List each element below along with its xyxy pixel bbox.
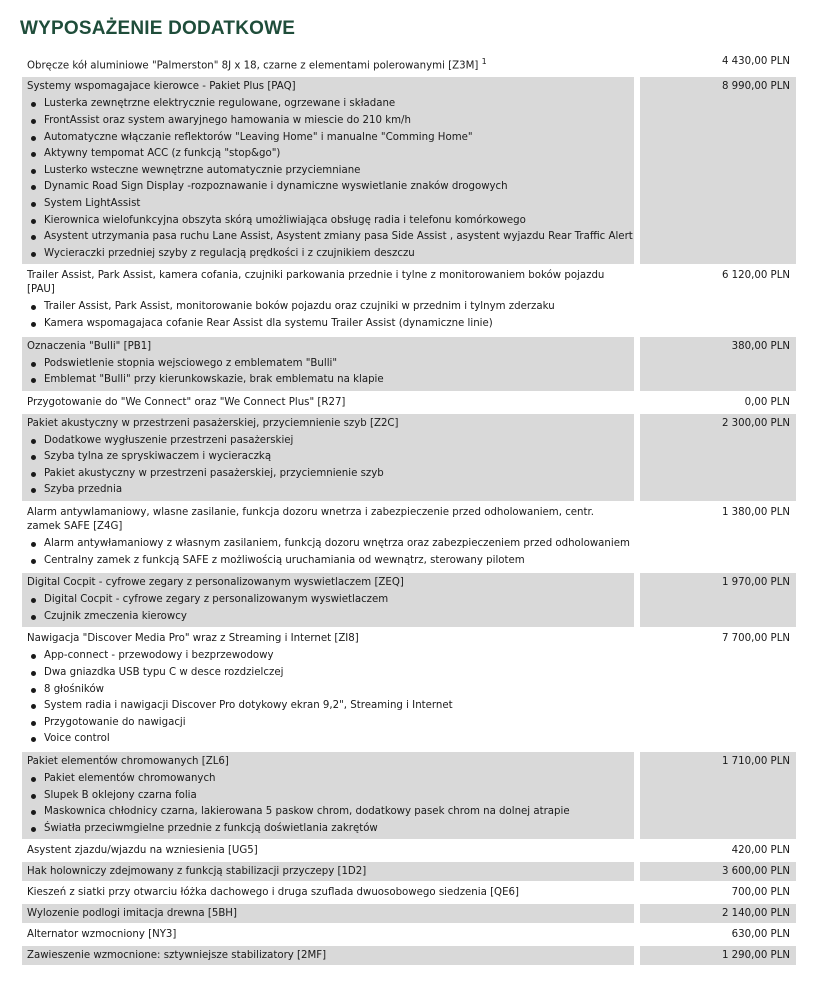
option-row: [22, 266, 796, 334]
option-title: [27, 576, 629, 590]
option-price: 1 970,00 PLN: [640, 573, 796, 627]
option-row: [22, 841, 796, 860]
option-row: [22, 862, 796, 881]
option-price: 2 300,00 PLN: [640, 414, 796, 501]
option-label: Pakiet elementów chromowanych [ZL6]: [27, 756, 229, 768]
feature-list-item: Podswietlenie stopnia wejsciowego z emblematem "Bulli": [27, 356, 629, 373]
option-label: Trailer Assist, Park Assist, kamera cofania, czujniki parkowania przednie i tylne z monitorowaniem boków pojazdu [PAU]: [27, 270, 605, 296]
option-price: 1 380,00 PLN: [721, 507, 790, 519]
feature-list-item: Lusterko wsteczne wewnętrzne automatycznie przyciemniane: [27, 163, 629, 180]
option-description: [22, 904, 634, 923]
option-row: [22, 904, 796, 923]
option-description: [22, 925, 634, 944]
option-title: [27, 755, 629, 769]
feature-list: [27, 648, 629, 750]
options-table: [22, 52, 796, 965]
option-description: [22, 883, 634, 902]
option-label: Przygotowanie do "We Connect" oraz "We Connect Plus" [R27]: [27, 396, 346, 408]
option-price: 630,00 PLN: [731, 929, 790, 941]
feature-list-item: Alarm antywłamaniowy z własnym zasilaniem, funkcją dozoru wnętrza oraz zabezpieczeniem przed odholowaniem: [27, 536, 629, 553]
feature-list-item: Trailer Assist, Park Assist, monitorowanie boków pojazdu oraz czujniki w przednim i tylnym zderzaku: [27, 299, 629, 316]
option-title: [27, 844, 629, 858]
option-title: [27, 269, 629, 297]
feature-list-item: Maskownica chłodnicy czarna, lakierowana 5 paskow chrom, dodatkowy pasek chrom na dolnej atrapie: [27, 804, 629, 821]
option-label: Nawigacja "Discover Media Pro" wraz z Streaming i Internet [ZI8]: [27, 633, 359, 645]
option-title: [27, 886, 629, 900]
option-title: [27, 80, 629, 94]
feature-list-item: Światła przeciwmgielne przednie z funkcją doświetlania zakrętów: [27, 821, 629, 838]
option-row: [22, 752, 796, 839]
option-title: [27, 865, 629, 879]
option-row: [22, 883, 796, 902]
option-title: [27, 907, 629, 921]
option-row: [22, 393, 796, 412]
option-price: 1 290,00 PLN: [640, 946, 796, 965]
page-title: WYPOSAŻENIE DODATKOWE: [20, 18, 296, 39]
feature-list-item: Aktywny tempomat ACC (z funkcją "stop&go"): [27, 146, 629, 163]
feature-list-item: Czujnik zmeczenia kierowcy: [27, 609, 629, 626]
feature-list-item: Emblemat "Bulli" przy kierunkowskazie, brak emblematu na klapie: [27, 372, 629, 389]
option-label: Obręcze kół aluminiowe "Palmerston" 8J x 18, czarne z elementami polerowanymi [Z3M]: [27, 60, 479, 72]
option-description: [22, 629, 634, 750]
option-price: 3 600,00 PLN: [640, 862, 796, 881]
option-price: 2 140,00 PLN: [640, 904, 796, 923]
option-row: [22, 925, 796, 944]
option-description: [22, 393, 634, 412]
footnote-marker: 1: [481, 57, 487, 66]
option-title: [27, 417, 629, 431]
option-row: [22, 337, 796, 391]
feature-list-item: Wycieraczki przedniej szyby z regulacją prędkości i z czujnikiem deszczu: [27, 246, 629, 263]
option-row: [22, 946, 796, 965]
option-label: Asystent zjazdu/wjazdu na wzniesienia [UG5]: [27, 845, 258, 857]
option-label: Hak holowniczy zdejmowany z funkcją stabilizacji przyczepy [1D2]: [27, 866, 367, 878]
option-label: Oznaczenia "Bulli" [PB1]: [27, 340, 152, 352]
option-label: Wylozenie podlogi imitacja drewna [5BH]: [27, 908, 237, 920]
option-price: 1 710,00 PLN: [640, 752, 796, 839]
option-price: 6 120,00 PLN: [721, 270, 790, 282]
feature-list: [27, 356, 629, 391]
option-price: 8 990,00 PLN: [640, 77, 796, 264]
feature-list-item: Kamera wspomagajaca cofanie Rear Assist dla systemu Trailer Assist (dynamiczne linie): [27, 316, 629, 333]
option-row: [22, 573, 796, 627]
option-label: Digital Cocpit - cyfrowe zegary z personalizowanym wyswietlaczem [ZEQ]: [27, 577, 404, 589]
feature-list: [27, 592, 629, 627]
feature-list-item: 8 głośników: [27, 682, 629, 699]
feature-list-item: Szyba przednia: [27, 482, 629, 499]
option-title: [27, 632, 629, 646]
feature-list: [27, 96, 633, 264]
option-price: 7 700,00 PLN: [721, 633, 790, 645]
option-description: [22, 77, 634, 264]
feature-list-item: Digital Cocpit - cyfrowe zegary z personalizowanym wyswietlaczem: [27, 592, 629, 609]
option-price: 420,00 PLN: [731, 845, 790, 857]
feature-list-item: Asystent utrzymania pasa ruchu Lane Assist, Asystent zmiany pasa Side Assist , asystent wyjazdu Rear Traffic Alert: [27, 229, 629, 246]
feature-list: [27, 299, 629, 334]
feature-list-item: FrontAssist oraz system awaryjnego hamowania w miescie do 210 km/h: [27, 113, 629, 130]
option-title: [27, 396, 629, 410]
feature-list-item: Dynamic Road Sign Display -rozpoznawanie i dynamiczne wyswietlanie znaków drogowych: [27, 179, 629, 196]
option-row: [22, 629, 796, 750]
feature-list: [27, 536, 629, 571]
option-description: [22, 414, 634, 501]
feature-list-item: System radia i nawigacji Discover Pro dotykowy ekran 9,2", Streaming i Internet: [27, 698, 629, 715]
feature-list-item: Przygotowanie do nawigacji: [27, 715, 629, 732]
option-title: [27, 949, 629, 963]
feature-list-item: Automatyczne włączanie reflektorów "Leaving Home" i manualne "Comming Home": [27, 130, 629, 147]
option-price: 4 430,00 PLN: [721, 56, 790, 67]
option-title: [27, 928, 629, 942]
feature-list-item: Pakiet elementów chromowanych: [27, 771, 629, 788]
feature-list-item: Slupek B oklejony czarna folia: [27, 788, 629, 805]
option-title: [27, 340, 629, 354]
option-description: [22, 946, 634, 965]
option-label: Alternator wzmocniony [NY3]: [27, 929, 177, 941]
option-title: [27, 506, 629, 534]
feature-list-item: App-connect - przewodowy i bezprzewodowy: [27, 648, 629, 665]
option-row: [22, 52, 796, 75]
option-title: [27, 55, 629, 73]
feature-list: [27, 433, 629, 501]
feature-list-item: System LightAssist: [27, 196, 629, 213]
option-description: [22, 752, 634, 839]
feature-list-item: Pakiet akustyczny w przestrzeni pasażerskiej, przyciemnienie szyb: [27, 466, 629, 483]
feature-list-item: Dwa gniazdka USB typu C w desce rozdzielczej: [27, 665, 629, 682]
option-row: [22, 414, 796, 501]
option-label: Zawieszenie wzmocnione: sztywniejsze stabilizatory [2MF]: [27, 950, 327, 962]
option-row: [22, 503, 796, 571]
option-description: [22, 862, 634, 881]
option-row: [22, 77, 796, 264]
feature-list-item: Dodatkowe wygłuszenie przestrzeni pasażerskiej: [27, 433, 629, 450]
option-label: Pakiet akustyczny w przestrzeni pasażerskiej, przyciemnienie szyb [Z2C]: [27, 417, 399, 429]
feature-list: [27, 771, 629, 839]
option-description: [22, 266, 634, 334]
option-price: 0,00 PLN: [744, 396, 790, 408]
option-price: 700,00 PLN: [731, 887, 790, 899]
option-description: [22, 52, 634, 75]
feature-list-item: Lusterka zewnętrzne elektrycznie regulowane, ogrzewane i składane: [27, 96, 629, 113]
option-description: [22, 841, 634, 860]
option-label: Alarm antywlamaniowy, wlasne zasilanie, funkcja dozoru wnetrza i zabezpieczenie przed odholowaniem, centr. zamek SAFE [Z4G]: [27, 507, 595, 533]
option-description: [22, 337, 634, 391]
option-label: Systemy wspomagajace kierowce - Pakiet Plus [PAQ]: [27, 81, 296, 93]
option-label: Kieszeń z siatki przy otwarciu łóżka dachowego i druga szuflada dwuosobowego siedzenia [QE6]: [27, 887, 519, 899]
feature-list-item: Kierownica wielofunkcyjna obszyta skórą umożliwiająca obsługę radia i telefonu komórkowego: [27, 213, 629, 230]
feature-list-item: Szyba tylna ze spryskiwaczem i wycieraczką: [27, 449, 629, 466]
feature-list-item: Voice control: [27, 731, 629, 748]
option-description: [22, 503, 634, 571]
option-price: 380,00 PLN: [640, 337, 796, 391]
option-description: [22, 573, 634, 627]
feature-list-item: Centralny zamek z funkcją SAFE z możliwością uruchamiania od wewnątrz, sterowany pilotem: [27, 553, 629, 570]
